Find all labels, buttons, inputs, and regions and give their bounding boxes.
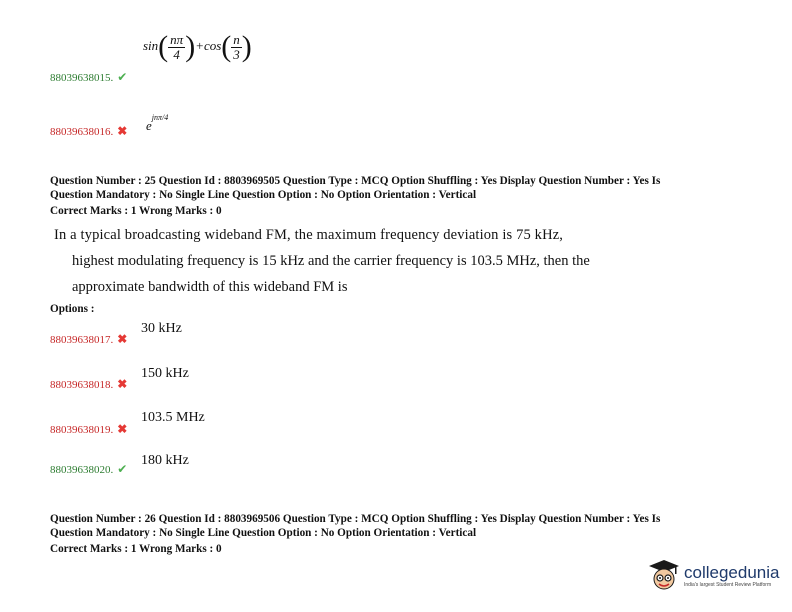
- collegedunia-logo[interactable]: [648, 558, 779, 594]
- option-3-text: 103.5 MHz: [141, 410, 205, 425]
- fraction-n-pi-over-4: $\frac{n\pi}{4}$: [170, 31, 184, 62]
- option-a-formula: sin( $\frac{n\pi}{4}$ )+cos( $\frac{n}{3}$ ): [143, 30, 252, 63]
- q25-meta: Question Number : 25 Question Id : 8803969505 Question Type : MCQ Option Shuffling : Yes Display Question Number : Yes Is Question Mandatory : No Single Line Question Option : No Option Orientation : Vertical Correct Marks : 1 Wrong Marks : 0: [50, 175, 661, 217]
- cross-icon: ✖: [117, 377, 128, 391]
- option-3-id-row: [50, 420, 127, 438]
- q25-text: In a typical broadcasting wideband FM, the maximum frequency deviation is 75 kHz, highest modulating frequency is 15 kHz and the carrier frequency is 103.5 MHz, then the approximate bandwidth of this wideband FM is: [54, 227, 590, 295]
- cross-icon: ✖: [117, 332, 128, 346]
- option-id: 88039638018.: [50, 379, 114, 391]
- logo-tagline: India's largest Student Review Platform: [684, 582, 772, 588]
- cross-icon: ✖: [117, 124, 128, 138]
- check-icon: ✔: [117, 70, 128, 84]
- option-4-text: 180 kHz: [141, 453, 189, 468]
- cross-icon: ✖: [117, 422, 128, 436]
- sin-text: sin: [143, 37, 159, 53]
- exp-base: e: [146, 118, 152, 133]
- q26-meta: Question Number : 26 Question Id : 8803969506 Question Type : MCQ Option Shuffling : Yes Display Question Number : Yes Is Question Mandatory : No Single Line Question Option : No Option Orientation : Vertical Correct Marks : 1 Wrong Marks : 0: [50, 513, 661, 555]
- logo-name: collegedunia: [684, 563, 780, 582]
- option-id: 88039638015.: [50, 72, 114, 84]
- option-id: 88039638017.: [50, 334, 114, 346]
- option-id: 88039638020.: [50, 464, 114, 476]
- graduate-mascot-icon: [648, 558, 680, 594]
- option-1-id-row: [50, 330, 127, 348]
- options-label: Options :: [50, 303, 95, 315]
- option-id: 88039638016.: [50, 126, 114, 138]
- fraction-n-over-3: $\frac{n}{3}$: [233, 31, 240, 62]
- option-b-formula: [146, 108, 169, 133]
- option-2-id-row: [50, 375, 127, 393]
- option-2-text: 150 kHz: [141, 366, 189, 381]
- exp-power: jnπ/4: [151, 113, 169, 122]
- option-4-id-row: [50, 460, 127, 478]
- option-b-id-row: [50, 122, 127, 140]
- plus-cos-text: +cos: [195, 37, 222, 53]
- option-id: 88039638019.: [50, 424, 114, 436]
- option-1-text: 30 kHz: [141, 321, 182, 336]
- option-a-id-row: [50, 68, 127, 86]
- check-icon: ✔: [117, 462, 128, 476]
